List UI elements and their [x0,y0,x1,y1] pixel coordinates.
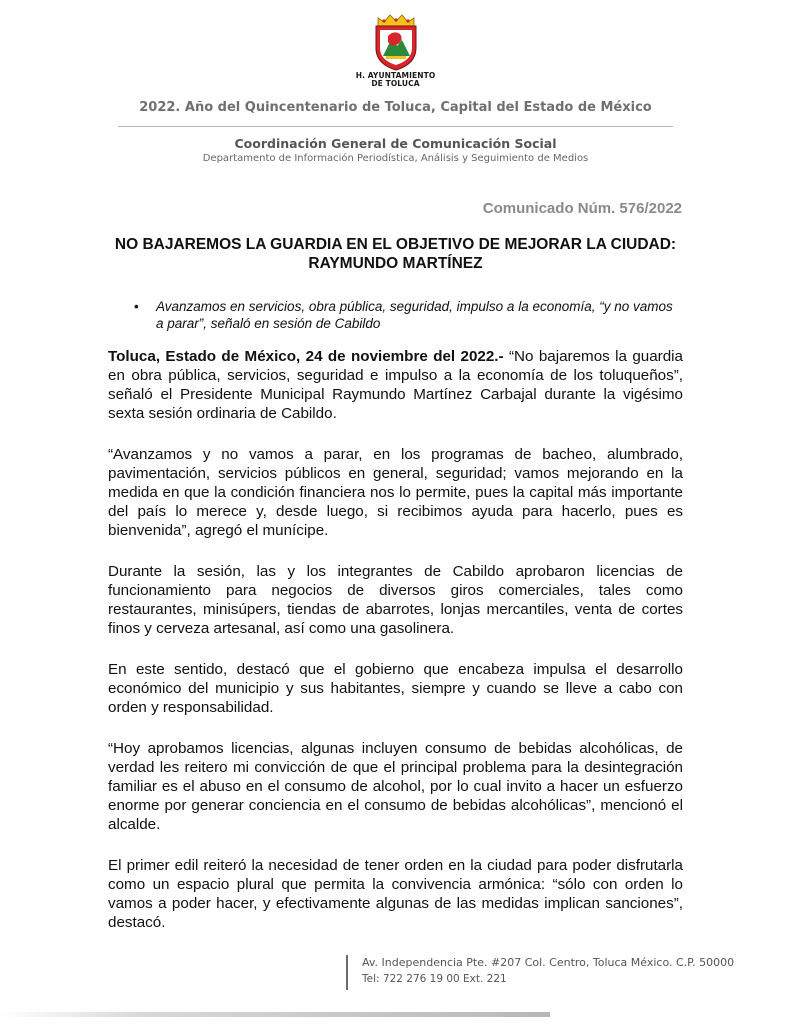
summary-bullet-item [108,298,683,332]
summary-bullet-text: Avanzamos en servicios, obra pública, seguridad, impulso a la economía, “y no vamos a parar”, señaló en sesión de Cabildo [156,299,673,331]
press-release-number: Comunicado Núm. 576/2022 [482,200,682,217]
paragraph-3: Durante la sesión, las y los integrantes de Cabildo aprobaron licencias de funcionamiento para negocios de diversos giros comerciales, tales como restaurantes, minisúpers, tiendas de abarrotes, lonjas mercantiles, venta de cortes finos y cerveza artesanal, así como una gasolinera. [108,563,683,637]
paragraph-5: “Hoy aprobamos licencias, algunas incluyen consumo de bebidas alcohólicas, de verdad les reitero mi convicción de que el principal problema para la desintegración familiar es el abuso en el consumo de alcohol, por lo cual invito a hacer un esfuerzo enorme por generar conciencia en el consumo de bebidas alcohólicas”, mencionó el alcalde. [108,740,683,833]
headline [108,235,683,273]
headline-line2: RAYMUNDO MARTÍNEZ [308,255,483,272]
summary-bullets [108,298,683,332]
year-slogan: 2022. Año del Quincentenario de Toluca, Capital del Estado de México [139,100,652,115]
paragraph-1 [108,347,683,423]
paragraph-6: El primer edil reiteró la necesidad de tener orden en la ciudad para poder disfrutarla como un espacio plural que permita la convivencia armónica: “sólo con orden lo vamos a poder hacer, y efectivamente algunas de las medidas implican sanciones”, destacó. [108,857,683,931]
header-divider [118,126,673,127]
dateline: Toluca, Estado de México, 24 de noviembre del 2022.- [108,348,504,365]
footer-contact [346,955,734,990]
toluca-coat-of-arms-logo-icon [364,12,428,72]
header-logo [0,12,791,88]
logo-caption-line1: H. AYUNTAMIENTO [355,71,436,80]
logo-caption-line2: DE TOLUCA [371,79,420,88]
paragraph-2: “Avanzamos y no vamos a parar, en los programas de bacheo, alumbrado, pavimentación, servicios públicos en general, seguridad; vamos mejorando en la medida en que la condición financiera nos lo permite, pues la capital más importante del país lo merece y, desde luego, si recibimos ayuda para hacerlo, pues es bienvenida”, agregó el munícipe. [108,446,683,539]
headline-line1: NO BAJAREMOS LA GUARDIA EN EL OBJETIVO DE MEJORAR LA CIUDAD: [114,236,677,253]
paragraph-4: En este sentido, destacó que el gobierno que encabeza impulsa el desarrollo económico del municipio y sus habitantes, siempre y cuando se lleve a cabo con orden y responsabilidad. [108,661,683,716]
article-body [108,347,683,954]
paragraph-1-text: “No bajaremos la guardia en obra pública, servicios, seguridad e impulso a la economía de los toluqueños”, señaló el Presidente Municipal Raymundo Martínez Carbajal durante la vigésimo sexta sesión ordinaria de Cabildo. [108,348,683,422]
bullet-dot-icon: • [134,299,139,314]
footer-divider [0,1012,550,1017]
footer-address: Av. Independencia Pte. #207 Col. Centro, Toluca México. C.P. 50000 [362,956,735,969]
coordination-subtitle: Departamento de Información Periodística, Análisis y Seguimiento de Medios [202,153,589,164]
footer-phone: Tel: 722 276 19 00 Ext. 221 [362,973,507,985]
coordination-title: Coordinación General de Comunicación Social [234,136,557,151]
